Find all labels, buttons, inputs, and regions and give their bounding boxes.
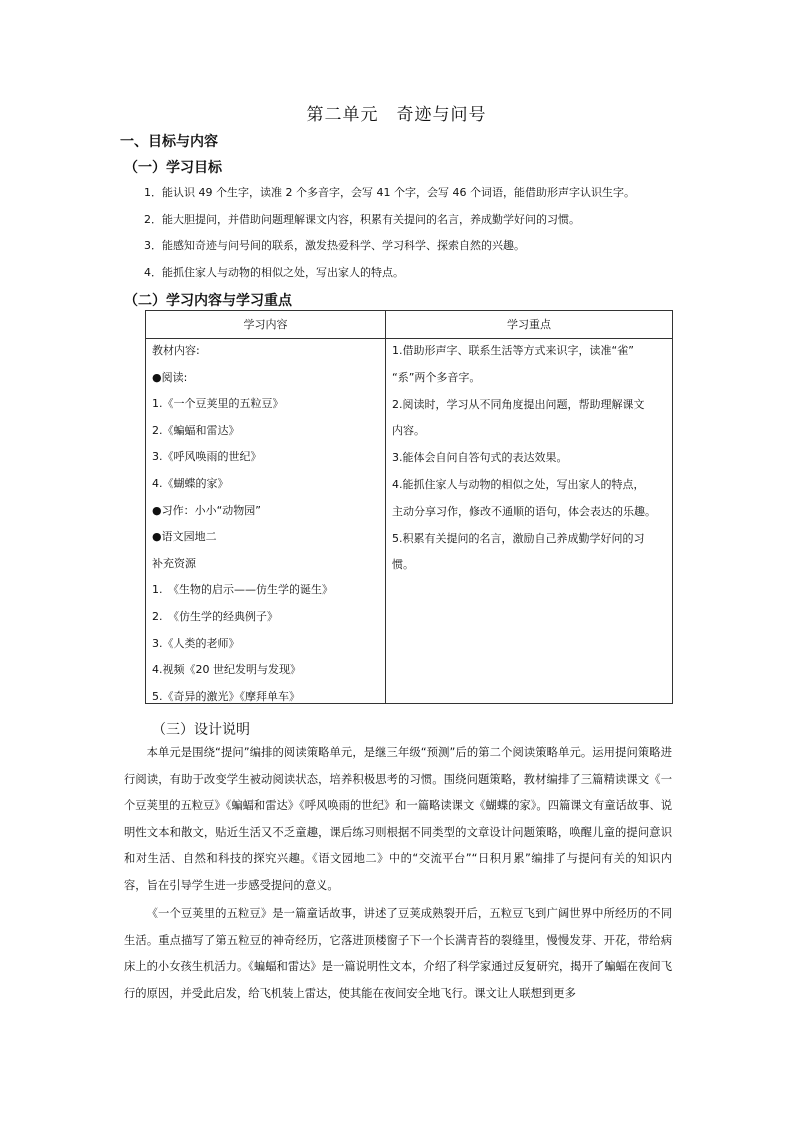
focus-line: “系”两个多音字。 xyxy=(392,370,481,384)
focus-line: 3.能体会自问自答句式的表达效果。 xyxy=(392,451,568,465)
body-paragraph: 《一个豆荚里的五粒豆》是一篇童话故事，讲述了豆荚成熟裂开后，五粒豆飞到广阔世界中所经历的不同生活。重点描写了第五粒豆的神奇经历，它落进顶楼窗子下一个长满青苔的裂缝里，慢慢发芽、开花，带给病床上的小女孩生机活力。《蝙蝠和雷达》是一篇说明性文本，介绍了科学家通过反复研究，揭开了蝙蝠在夜间飞行的原因，并受此启发，给飞机装上雷达，使其能在夜间安全地飞行。课文让人联想到更多 xyxy=(124,907,672,1000)
content-line: 4.《蝴蝶的家》 xyxy=(152,476,229,490)
content-line: 5.《奇异的激光》《摩拜单车》 xyxy=(152,689,300,703)
content-line: 1.《一个豆荚里的五粒豆》 xyxy=(152,397,284,411)
content-line: 3.《人类的老师》 xyxy=(152,636,240,650)
learning-goals-list xyxy=(144,184,684,290)
content-line: 2.《蝙蝠和雷达》 xyxy=(152,423,240,437)
body-paragraph: 本单元是围绕“提问”编排的阅读策略单元，是继三年级“预测”后的第二个阅读策略单元。运用提问策略进行阅读，有助于改变学生被动阅读状态，培养积极思考的习惯。围绕问题策略，教材编排了三篇精读课文《一个豆荚里的五粒豆》《蝙蝠和雷达》《呼风唤雨的世纪》和一篇略读课文《蝴蝶的家》。四篇课文有童话故事、说明性文本和散文，贴近生活又不乏童趣，课后练习则根据不同类型的文章设计问题策略，唤醒儿童的提问意识和对生活、自然和科技的探究兴趣。《语文园地二》中的“交流平台”“日积月累”编排了与提问有关的知识内容，旨在引导学生进一步感受提问的意义。 xyxy=(124,746,672,892)
content-line: 2. 《仿生学的经典例子》 xyxy=(152,609,278,623)
table-header-focus: 学习重点 xyxy=(386,311,673,339)
goal-item: 2．能大胆提问，并借助问题理解课文内容，积累有关提问的名言，养成勤学好问的习惯。 xyxy=(144,212,580,226)
goal-item: 1．能认识 49 个生字，读准 2 个多音字，会写 41 个字，会写 46 个词语，能借助形声字认识生字。 xyxy=(144,186,635,199)
goal-item: 4．能抓住家人与动物的相似之处，写出家人的特点。 xyxy=(144,265,404,279)
focus-line: 4.能抓住家人与动物的相似之处，写出家人的特点， xyxy=(392,477,645,491)
focus-cell xyxy=(386,339,673,704)
focus-line: 主动分享习作，修改不通顺的语句，体会表达的乐趣。 xyxy=(392,504,656,518)
section-heading-goals-content: 一、目标与内容 xyxy=(120,134,218,150)
content-line: 3.《呼风唤雨的世纪》 xyxy=(152,450,262,464)
unit-title: 第二单元 奇迹与问号 xyxy=(306,105,487,125)
subsection-heading-learning-goals: （一）学习目标 xyxy=(124,160,222,176)
table-header-row xyxy=(146,311,673,339)
table-row xyxy=(146,339,673,704)
content-line: 教材内容: xyxy=(152,344,200,357)
subsection-heading-design-notes: （三）设计说明 xyxy=(152,722,250,738)
content-line: 1. 《生物的启示——仿生学的诞生》 xyxy=(152,583,333,597)
focus-line: 1.借助形声字、联系生活等方式来识字，读准“雀” xyxy=(392,344,634,357)
content-line: 4.视频《20 世纪发明与发现》 xyxy=(152,663,301,677)
table-header-content: 学习内容 xyxy=(146,311,386,339)
content-line: ●习作：小小“动物园” xyxy=(152,503,261,517)
focus-line: 内容。 xyxy=(392,424,425,438)
subsection-heading-content-focus: （二）学习内容与学习重点 xyxy=(124,293,292,309)
content-focus-table xyxy=(145,310,673,704)
focus-line: 惯。 xyxy=(392,558,414,572)
content-line: ●语文园地二 xyxy=(152,530,217,544)
content-line: 补充资源 xyxy=(152,556,196,570)
focus-line: 2.阅读时，学习从不同角度提出问题，帮助理解课文 xyxy=(392,397,645,411)
content-cell xyxy=(146,339,386,704)
content-line: ●阅读: xyxy=(152,370,188,384)
goal-item: 3．能感知奇迹与问号间的联系，激发热爱科学、学习科学、探索自然的兴趣。 xyxy=(144,239,525,252)
focus-line: 5.积累有关提问的名言，激励自己养成勤学好问的习 xyxy=(392,531,645,545)
